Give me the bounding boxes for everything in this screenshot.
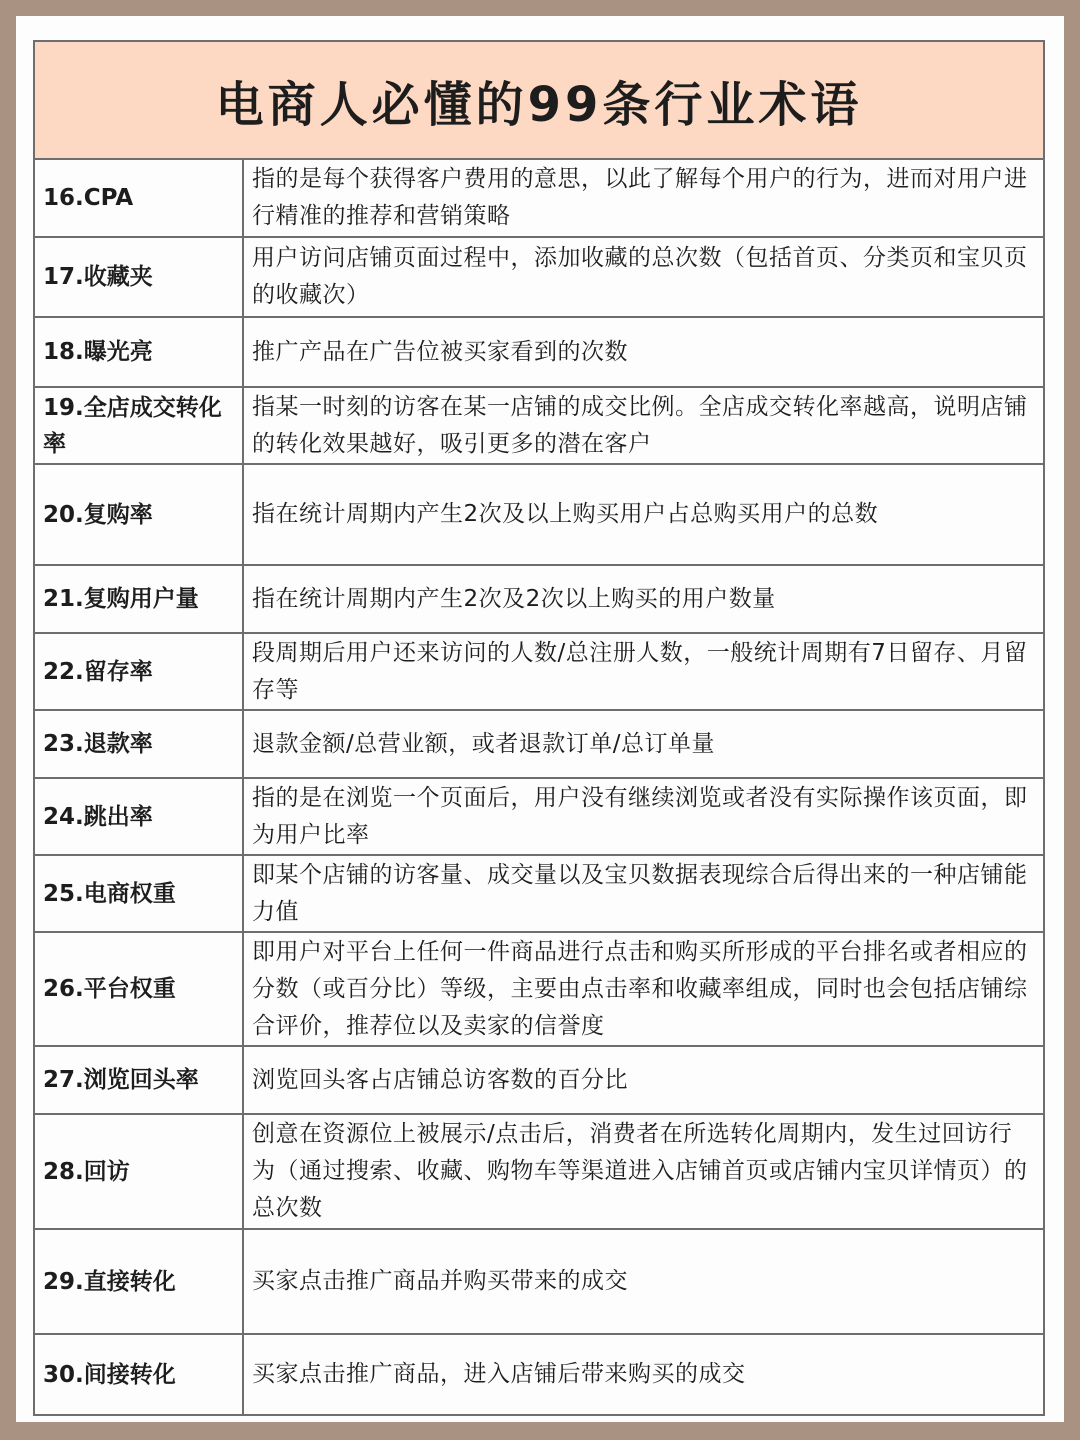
definition-cell: 指的是每个获得客户费用的意思，以此了解每个用户的行为，进而对用户进行精准的推荐和营销策略 — [252, 166, 1028, 229]
table-row — [35, 160, 1043, 238]
table-row — [35, 388, 1043, 465]
term-cell: 30.间接转化 — [35, 1335, 244, 1414]
table-row — [35, 1230, 1043, 1335]
term-cell: 25.电商权重 — [35, 856, 244, 931]
definition-cell: 指的是在浏览一个页面后，用户没有继续浏览或者没有实际操作该页面，即为用户比率 — [252, 784, 1028, 848]
term-cell: 27.浏览回头率 — [35, 1047, 244, 1113]
table-row — [35, 465, 1043, 566]
term-cell: 19.全店成交转化率 — [35, 388, 244, 463]
definition-cell: 段周期后用户还来访问的人数/总注册人数，一般统计周期有7日留存、月留存等 — [252, 639, 1028, 703]
definition-cell: 推广产品在广告位被买家看到的次数 — [252, 338, 628, 365]
page-title: 电商人必懂的99条行业术语 — [35, 42, 1043, 160]
term-cell: 17.收藏夹 — [35, 238, 244, 316]
definition-cell: 指某一时刻的访客在某一店铺的成交比例。全店成交转化率越高，说明店铺的转化效果越好，吸引更多的潜在客户 — [252, 393, 1028, 457]
glossary-table — [33, 40, 1045, 1416]
definition-cell: 即某个店铺的访客量、成交量以及宝贝数据表现综合后得出来的一种店铺能力值 — [252, 861, 1028, 925]
table-row — [35, 1335, 1043, 1414]
table-row — [35, 634, 1043, 711]
table-row — [35, 1047, 1043, 1115]
table-row — [35, 238, 1043, 318]
definition-cell: 创意在资源位上被展示/点击后，消费者在所选转化周期内，发生过回访行为（通过搜索、收藏、购物车等渠道进入店铺首页或店铺内宝贝详情页）的总次数 — [252, 1121, 1028, 1221]
definition-cell: 退款金额/总营业额，或者退款订单/总订单量 — [252, 730, 715, 757]
term-cell: 24.跳出率 — [35, 779, 244, 854]
term-cell: 26.平台权重 — [35, 933, 244, 1045]
definition-cell: 买家点击推广商品，进入店铺后带来购买的成交 — [252, 1361, 746, 1387]
definition-cell: 用户访问店铺页面过程中，添加收藏的总次数（包括首页、分类页和宝贝页的收藏次） — [252, 245, 1028, 308]
table-row — [35, 711, 1043, 779]
term-cell: 21.复购用户量 — [35, 566, 244, 632]
table-row — [35, 318, 1043, 388]
term-cell: 16.CPA — [35, 160, 244, 236]
term-cell: 28.回访 — [35, 1115, 244, 1228]
term-cell: 29.直接转化 — [35, 1230, 244, 1333]
table-row — [35, 856, 1043, 933]
definition-cell: 即用户对平台上任何一件商品进行点击和购买所形成的平台排名或者相应的分数（或百分比）等级，主要由点击率和收藏率组成，同时也会包括店铺综合评价，推荐位以及卖家的信誉度 — [252, 938, 1028, 1039]
definition-cell: 浏览回头客占店铺总访客数的百分比 — [252, 1066, 628, 1093]
table-row — [35, 566, 1043, 634]
table-row — [35, 779, 1043, 856]
term-cell: 20.复购率 — [35, 465, 244, 564]
term-cell: 22.留存率 — [35, 634, 244, 709]
definition-cell: 买家点击推广商品并购买带来的成交 — [252, 1268, 628, 1294]
definition-cell: 指在统计周期内产生2次及以上购买用户占总购买用户的总数 — [252, 501, 879, 527]
term-cell: 18.曝光亮 — [35, 318, 244, 386]
term-cell: 23.退款率 — [35, 711, 244, 777]
table-row — [35, 1115, 1043, 1230]
definition-cell: 指在统计周期内产生2次及2次以上购买的用户数量 — [252, 585, 776, 612]
table-row — [35, 933, 1043, 1047]
